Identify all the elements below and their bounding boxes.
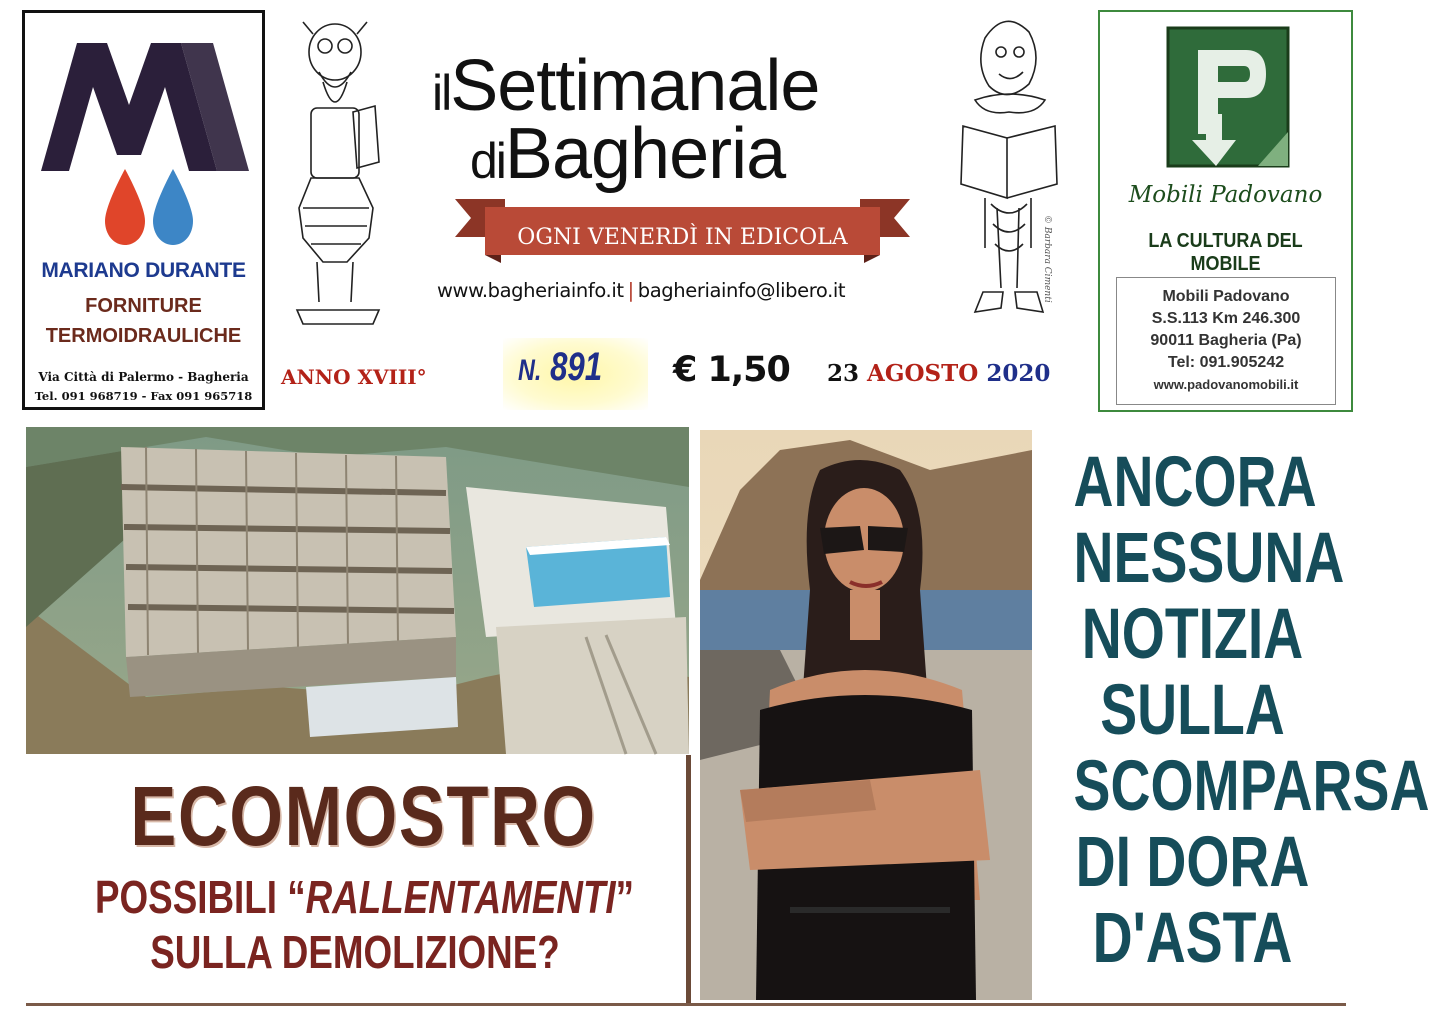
headline-line: SCOMPARSA	[1073, 747, 1429, 826]
title-settimanale: Settimanale	[450, 46, 820, 126]
headline-line: NESSUNA	[1073, 519, 1345, 598]
mm-logo-icon	[37, 35, 253, 175]
card-line: Mobili Padovano	[1162, 288, 1290, 305]
left-mascot-illustration	[283, 12, 391, 330]
ecomostro-photo	[26, 427, 689, 754]
ad-address: Via Città di Palermo - Bagheria	[38, 370, 249, 384]
headline-ecomostro: ECOMOSTRO	[130, 769, 597, 863]
sub1-before: POSSIBILI “	[95, 871, 306, 923]
sub1-after: ”	[615, 871, 635, 923]
right-mascot-illustration	[945, 8, 1075, 330]
headline-line: D'ASTA	[1092, 899, 1293, 978]
issue-date	[827, 360, 1050, 387]
card-line: www.padovanomobili.it	[1153, 377, 1299, 392]
issue-number	[518, 345, 602, 390]
headline-line: SULLA	[1100, 671, 1285, 750]
ad-contact-card	[1116, 277, 1336, 405]
ad-mobili-padovano	[1098, 10, 1353, 412]
title-bagheria: Bagheria	[504, 114, 786, 194]
contact-separator: |	[627, 279, 634, 302]
ad-company-name: MARIANO DURANTE	[41, 259, 246, 282]
sub1-emphasis: RALLENTAMENTI	[305, 871, 616, 923]
ad-company-line2: FORNITURE	[85, 295, 202, 317]
masthead-title-line1	[432, 46, 820, 126]
issue-price: € 1,50	[673, 350, 790, 390]
card-line: Tel: 091.905242	[1167, 354, 1285, 371]
issue-year: 2020	[986, 360, 1051, 387]
water-drops-icon	[103, 165, 195, 247]
issue-year-roman: ANNO XVIII°	[281, 365, 427, 389]
issue-number-prefix: N.	[518, 354, 542, 387]
issue-month: AGOSTO	[867, 360, 979, 387]
masthead-contacts	[437, 279, 845, 302]
card-line: S.S.113 Km 246.300	[1151, 310, 1301, 327]
bottom-rule	[26, 1003, 1346, 1006]
headline-ecomostro-sub1	[95, 870, 635, 924]
headline-dora-dasta	[1073, 443, 1429, 978]
card-line: 90011 Bagheria (Pa)	[1150, 332, 1302, 349]
masthead-title-line2	[470, 114, 786, 194]
ad-script-name: Mobili Padovano	[1128, 182, 1323, 208]
headline-line: DI DORA	[1075, 823, 1310, 902]
title-il: il	[432, 65, 451, 121]
email-link[interactable]: bagheriainfo@libero.it	[637, 279, 846, 302]
website-link[interactable]: www.bagheriainfo.it	[437, 279, 624, 302]
ad-phones: Tel. 091 968719 - Fax 091 965718	[34, 389, 253, 403]
illustration-credit: © Barbara Cimenti	[1042, 215, 1052, 303]
title-di: di	[470, 133, 505, 189]
headline-ecomostro-sub2: SULLA DEMOLIZIONE?	[150, 926, 560, 978]
padovano-logo-icon	[1162, 22, 1294, 172]
ad-mariano-durante	[22, 10, 265, 410]
issue-day: 23	[827, 360, 860, 387]
dora-dasta-photo	[700, 430, 1032, 1000]
headline-line: NOTIZIA	[1081, 595, 1304, 674]
ribbon-text: OGNI VENERDÌ IN EDICOLA	[517, 225, 848, 250]
ad-company-line3: TERMOIDRAULICHE	[45, 325, 242, 347]
ad-slogan: LA CULTURA DEL MOBILE	[1148, 230, 1303, 275]
issue-number-value: 891	[550, 345, 603, 389]
headline-line: ANCORA	[1073, 443, 1317, 522]
column-divider	[686, 755, 691, 1003]
